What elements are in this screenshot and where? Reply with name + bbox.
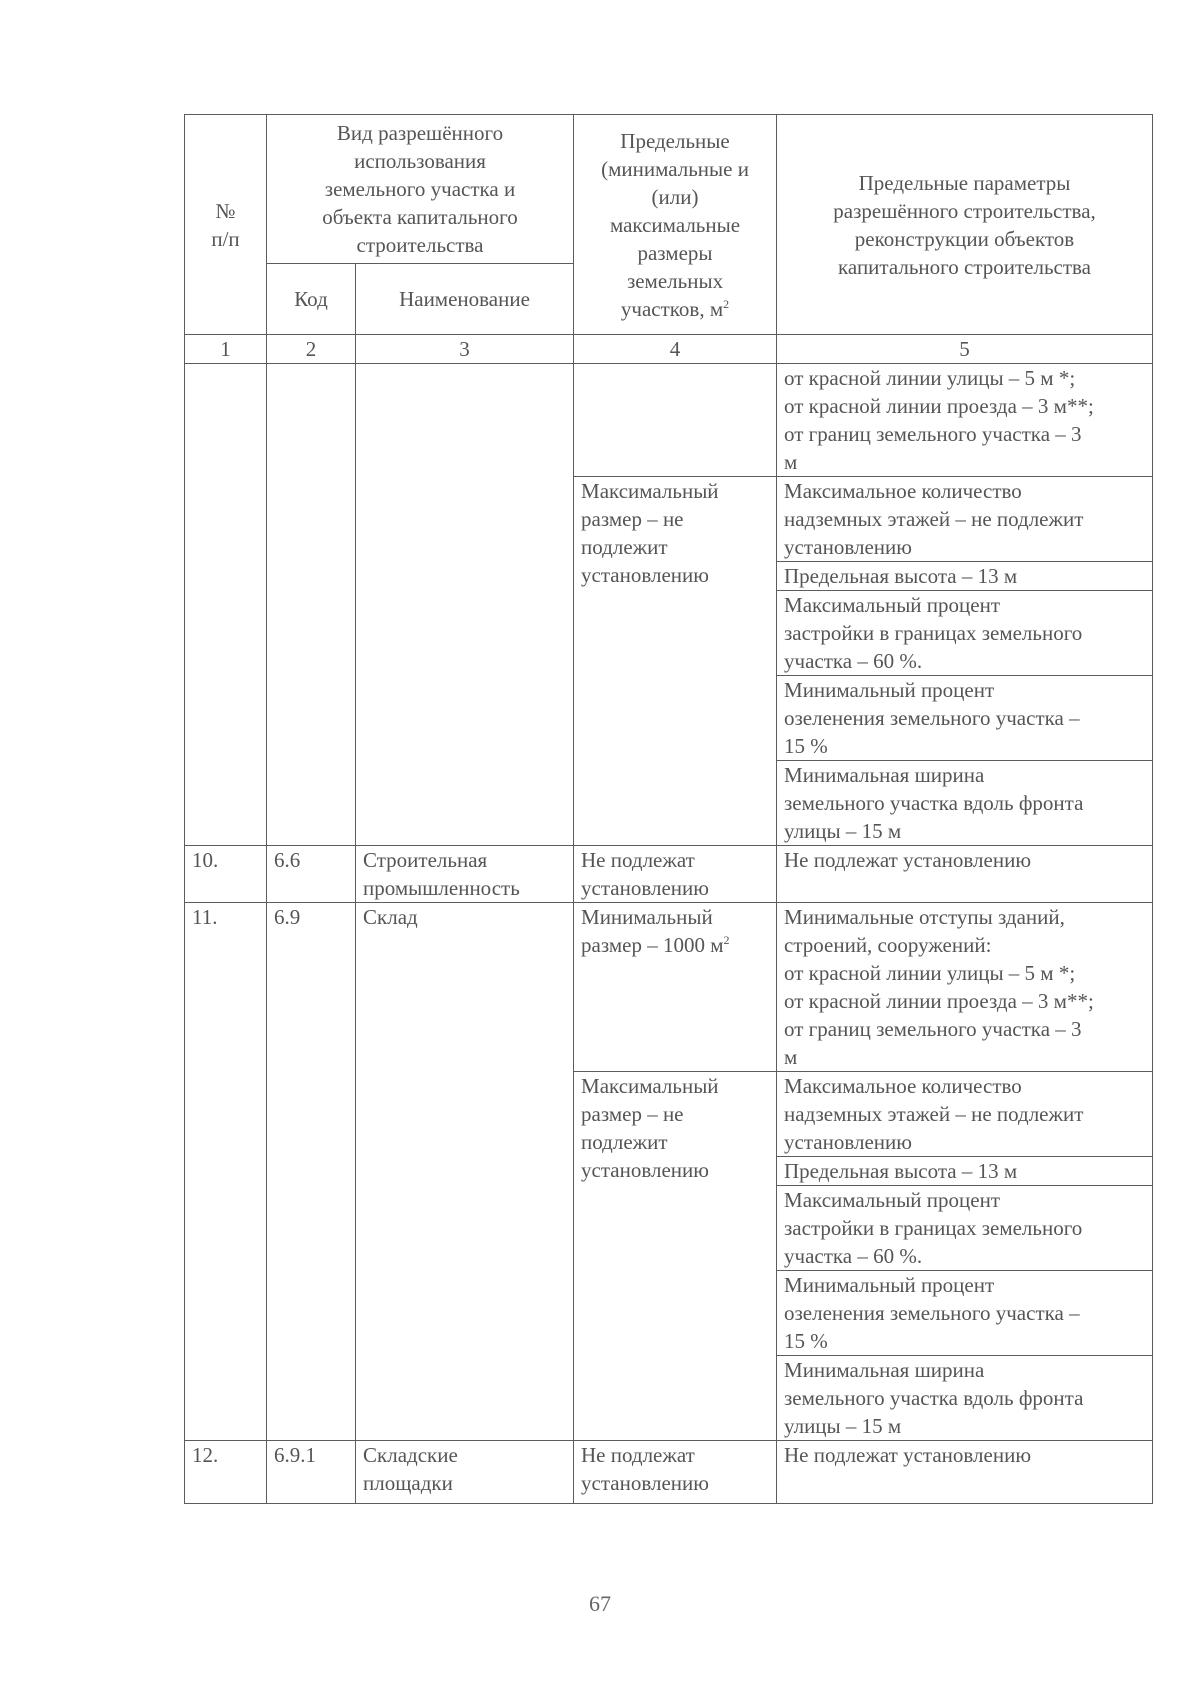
cell-name: Складские площадки (356, 1441, 574, 1504)
cell-param-greening: Минимальный процент озеленения земельного участка – 15 % (777, 676, 1153, 761)
cell-sizes: Не подлежат установлению (574, 846, 777, 903)
cell-param-height: Предельная высота – 13 м (777, 1157, 1153, 1186)
cell-code: 6.9 (267, 903, 356, 1441)
cell-setbacks: Минимальные отступы зданий, строений, сооружений: от красной линии улицы – 5 м *; от красной линии проезда – 3 м**; от границ земельного участка – 3 м (777, 903, 1153, 1072)
cell-max-size: Максимальный размер – не подлежит установлению (574, 1072, 777, 1441)
cell-param-floors: Максимальное количество надземных этажей – не подлежит установлению (777, 477, 1153, 562)
cell-min-size-continued (574, 364, 777, 477)
header-permitted-use: Вид разрешённого использования земельного участка и объекта капитального строительства (267, 115, 574, 264)
cell-sizes: Не подлежат установлению (574, 1441, 777, 1504)
cell-param-width: Минимальная ширина земельного участка вдоль фронта улицы – 15 м (777, 761, 1153, 846)
cell-params: Не подлежат установлению (777, 846, 1153, 903)
cell-max-size: Максимальный размер – не подлежит установлению (574, 477, 777, 846)
header-number: № п/п (185, 115, 267, 335)
cell-name-continued (356, 364, 574, 846)
cell-param-floors: Максимальное количество надземных этажей – не подлежит установлению (777, 1072, 1153, 1157)
column-number: 3 (356, 335, 574, 364)
page-number: 67 (589, 1591, 611, 1616)
column-number: 1 (185, 335, 267, 364)
header-code: Код (267, 264, 356, 335)
column-number: 5 (777, 335, 1153, 364)
column-numbers-row (185, 335, 1153, 364)
cell-num: 11. (185, 903, 267, 1441)
cell-num: 12. (185, 1441, 267, 1504)
cell-min-size (574, 903, 777, 1072)
header-name: Наименование (356, 264, 574, 335)
cell-param-greening: Минимальный процент озеленения земельного участка – 15 % (777, 1271, 1153, 1356)
cell-name: Строительная промышленность (356, 846, 574, 903)
table-row (185, 846, 1153, 903)
header-plot-sizes-text: Предельные (минимальные и (или) максимальные размеры земельных участков, м (601, 128, 749, 321)
cell-setbacks-continued: от красной линии улицы – 5 м *; от красной линии проезда – 3 м**; от границ земельного участка – 3 м (777, 364, 1153, 477)
regulations-table (184, 114, 1153, 1504)
column-number: 2 (267, 335, 356, 364)
cell-params: Не подлежат установлению (777, 1441, 1153, 1504)
cell-param-coverage: Максимальный процент застройки в границах земельного участка – 60 %. (777, 1186, 1153, 1271)
table-header-row (185, 115, 1153, 264)
table-row (185, 364, 1153, 477)
cell-num-continued (185, 364, 267, 846)
cell-param-height: Предельная высота – 13 м (777, 562, 1153, 591)
cell-name: Склад (356, 903, 574, 1441)
cell-num: 10. (185, 846, 267, 903)
header-plot-sizes-sup: 2 (723, 296, 730, 311)
cell-code: 6.9.1 (267, 1441, 356, 1504)
header-construction-params: Предельные параметры разрешённого строительства, реконструкции объектов капитального строительства (777, 115, 1153, 335)
cell-min-size-text: Минимальный размер – 1000 м (581, 905, 724, 957)
cell-param-width: Минимальная ширина земельного участка вдоль фронта улицы – 15 м (777, 1356, 1153, 1441)
cell-code: 6.6 (267, 846, 356, 903)
table-row (185, 1441, 1153, 1504)
cell-code-continued (267, 364, 356, 846)
table-row (185, 903, 1153, 1072)
cell-param-coverage: Максимальный процент застройки в границах земельного участка – 60 %. (777, 591, 1153, 676)
cell-min-size-sup: 2 (723, 933, 730, 947)
column-number: 4 (574, 335, 777, 364)
header-plot-sizes (574, 115, 777, 335)
